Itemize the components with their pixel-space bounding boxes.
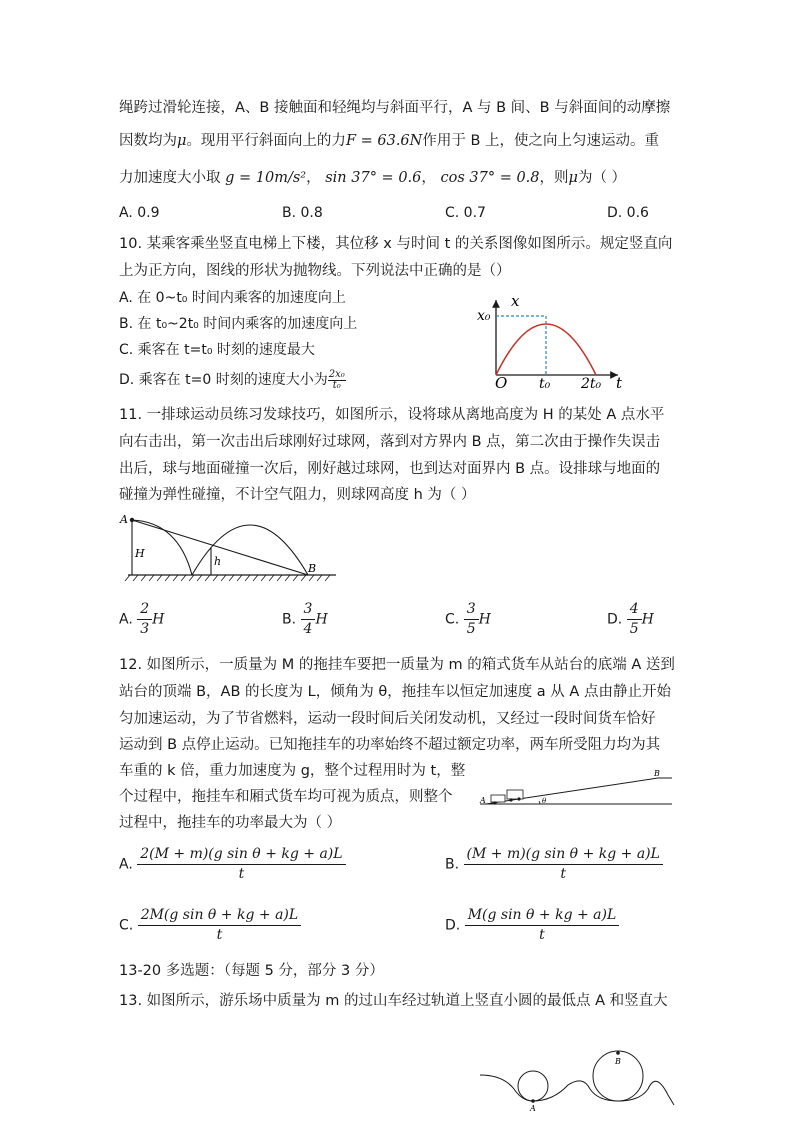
q10-option-d: D. 乘客在 t=0 时刻的速度大小为 $\frac{\text{2x₀}}{\text{t₀}}$ bbox=[119, 368, 345, 391]
mu-symbol: μ bbox=[177, 133, 187, 149]
q9-option-c: C. 0.7 bbox=[445, 205, 486, 221]
q10-option-a: A. 在 0~t₀ 时间内乘客的加速度向上 bbox=[119, 290, 346, 306]
q11-line3: 出后，球与地面碰撞一次后，刚好越过球网，也到达对面界内 B 点。设排球与地面的 bbox=[119, 461, 661, 477]
track-right bbox=[618, 1081, 674, 1105]
q11-line2: 向右击出，第一次击出后球刚好过球网，落到对方界内 B 点，第二次由于操作失误击 bbox=[119, 434, 661, 450]
q11-option-b: B. $\frac{3}{4}$ H bbox=[282, 601, 328, 637]
point-A bbox=[130, 518, 134, 522]
label-A: A bbox=[480, 796, 486, 805]
ground-hatching bbox=[125, 575, 330, 581]
g-value: g = 10m/s² bbox=[225, 170, 307, 186]
q12-line3: 匀加速运动，为了节省燃料，运动一段时间后关闭发动机，又经过一段时间货车恰好 bbox=[119, 711, 656, 727]
q10-line1: 10. 某乘客乘坐竖直电梯上下楼，其位移 x 与时间 t 的关系图像如图所示。规定竖直向 bbox=[119, 236, 673, 252]
q11-option-d: D. $\frac{4}{5}$ H bbox=[607, 601, 654, 637]
force-value: F = 63.6N bbox=[345, 133, 423, 149]
sin-value: sin 37° = 0.6 bbox=[325, 170, 422, 186]
q9-line3: 力加速度大小取 g = 10m/s²， sin 37° = 0.6， cos 37° = 0.8，则μ为（ ） bbox=[119, 170, 627, 186]
label-A: A bbox=[120, 513, 128, 526]
q10-d-fraction: $\frac{\text{2x₀}}{\text{t₀}}$ bbox=[328, 368, 345, 391]
q12-line4: 运动到 B 点停止运动。已知拖挂车的功率始终不超过额定功率，两车所受阻力均为其 bbox=[119, 737, 661, 753]
q9-option-b: B. 0.8 bbox=[282, 205, 323, 221]
q12-option-a: A. $\frac{\text{2(M + m)(g sin θ + kg + a)L}}{t}$ bbox=[119, 845, 346, 884]
small-loop bbox=[518, 1071, 548, 1101]
point-A bbox=[531, 1099, 535, 1103]
volleyball-figure bbox=[118, 510, 343, 585]
q12-option-b: B. $\frac{\text{(M + m)(g sin θ + kg + a)L}}{t}$ bbox=[445, 845, 663, 884]
cos-value: cos 37° = 0.8 bbox=[440, 170, 540, 186]
truck-icon bbox=[491, 790, 523, 805]
q10-option-b: B. 在 t₀~2t₀ 时间内乘客的加速度向上 bbox=[119, 316, 358, 332]
q9-option-a: A. 0.9 bbox=[119, 205, 160, 221]
label-H: H bbox=[135, 547, 145, 560]
q12-line7: 过程中，拖挂车的功率最大为（ ） bbox=[119, 815, 342, 831]
q12-option-d: D. $\frac{\text{M(g sin θ + kg + a)L}}{t}$ bbox=[445, 906, 619, 945]
q11-line1: 11. 一排球运动员练习发球技巧，如图所示，设将球从离地高度为 H 的某处 A 点水平 bbox=[119, 407, 665, 423]
x0-tick-label: x₀ bbox=[477, 308, 491, 324]
point-B bbox=[616, 1051, 620, 1055]
q11-line4: 碰撞为弹性碰撞，不计空气阻力，则球网高度 h 为（ ） bbox=[119, 487, 476, 503]
label-h: h bbox=[214, 555, 222, 568]
q12-line1: 12. 如图所示，一质量为 M 的拖挂车要把一质量为 m 的箱式货车从站台的底端 A 送到 bbox=[119, 657, 675, 673]
q10-option-c: C. 乘客在 t=t₀ 时刻的速度最大 bbox=[119, 342, 315, 358]
t0-tick-label: t₀ bbox=[539, 376, 551, 392]
q12-line2: 站台的顶端 B，AB 的长度为 L，倾角为 θ，拖挂车以恒定加速度 a 从 A 点由静止开始 bbox=[119, 684, 671, 700]
label-B: B bbox=[308, 562, 317, 575]
xt-graph bbox=[478, 290, 628, 390]
origin-label: O bbox=[495, 374, 508, 392]
q12-line5: 车重的 k 倍，重力加速度为 g，整个过程用时为 t，整 bbox=[119, 763, 466, 779]
second-trajectory-bounce bbox=[192, 525, 308, 575]
q11-option-c: C. $\frac{3}{5}$ H bbox=[445, 601, 491, 637]
q13-line1: 13. 如图所示，游乐场中质量为 m 的过山车经过轨道上竖直小圆的最低点 A 和竖直大 bbox=[119, 993, 668, 1009]
q12-line6: 个过程中，拖挂车和厢式货车均可视为质点，则整个 bbox=[119, 789, 453, 805]
2t0-tick-label: 2t₀ bbox=[581, 376, 602, 392]
section-header: 13-20 多选题：（每题 5 分，部分 3 分） bbox=[119, 963, 384, 979]
q9-line1: 绳跨过滑轮连接，A、B 接触面和轻绳均与斜面平行，A 与 B 间、B 与斜面间的动摩擦 bbox=[119, 100, 671, 116]
q9-option-d: D. 0.6 bbox=[607, 205, 649, 221]
track-left bbox=[480, 1075, 533, 1101]
roller-coaster-figure bbox=[478, 1045, 678, 1115]
q10-line2: 上为正方向，图线的形状为抛物线。下列说法中正确的是（） bbox=[119, 263, 511, 279]
y-axis-label: x bbox=[511, 292, 520, 310]
label-A: A bbox=[530, 1104, 536, 1113]
label-theta: θ bbox=[542, 797, 547, 805]
x-axis-t-label: t bbox=[616, 374, 623, 392]
q9-line2: 因数均为μ。现用平行斜面向上的力F = 63.6N作用于 B 上，使之向上匀速运动。重 bbox=[119, 133, 660, 149]
truck-ramp-figure bbox=[478, 768, 678, 813]
q11-option-a: A. $\frac{2}{3}$ H bbox=[119, 601, 165, 637]
q12-option-c: C. $\frac{\text{2M(g sin θ + kg + a)L}}{t}$ bbox=[119, 906, 301, 945]
label-B: B bbox=[615, 1057, 621, 1066]
label-B: B bbox=[654, 769, 660, 778]
